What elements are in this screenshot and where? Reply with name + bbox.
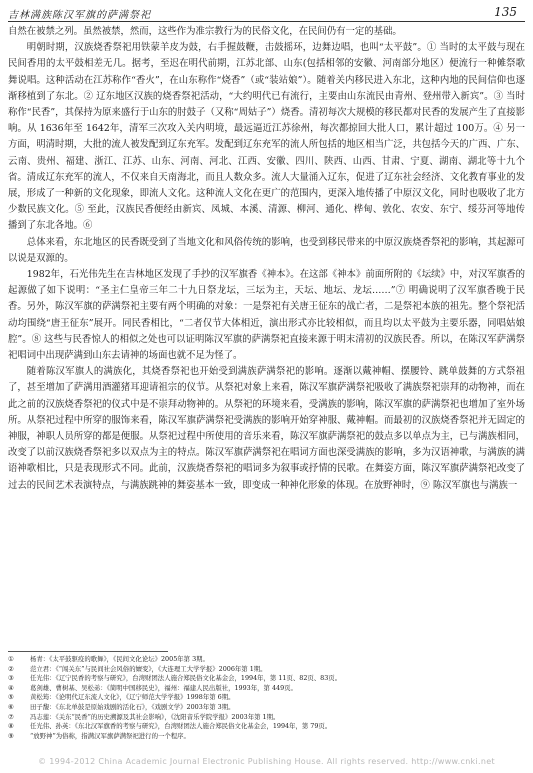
footnote-number: ⑧	[8, 722, 14, 731]
running-title: 吉林满族陈汉军旗的萨满祭祀	[8, 10, 151, 21]
footnote-number: ③	[8, 674, 14, 683]
paragraph: 随着陈汉军旗人的满族化，其烧香祭祀也开始受到满族萨满祭祀的影响。逐渐以戴神帽、摆腰铃、跳单鼓舞的方式祭祖了，甚至增加了萨满用酒灌猪耳迎请祖宗的仪节。从祭祀对象上来看，陈汉军旗萨满祭祀吸收了满族祭祀崇拜的动物神，而在此之前的汉族烧香祭祀的仪式中是不崇拜动物神的。从祭祀的环境来看，受满族的影响，陈汉军旗的萨满祭祀也增加了室外场所。从祭祀过程中所穿的服饰来看，陈汉军旗萨满祭祀受满族的影响开始穿神服、戴神帽。而最初的汉族烧香祭祀并无固定的神服，神职人员所穿的都是便服。从祭祀过程中所使用的音乐来看，陈汉军旗萨满祭祀的鼓点多以单点为主，已与满族相同，改变了以前汉族烧香祭祀多以双点为主的特点。陈汉军旗萨满祭祀在唱词方面也深受满族的影响，多为汉语神歌，与满族的满语神歌相比，只是表现形式不同。此前，汉族烧香祭祀的唱词多为叙事或抒情的民歌。在舞姿方面，陈汉军旗萨满祭祀改变了过去的民间艺术表演特点，与满族跳神的舞姿基本一致，即变成一种神化形象的体现。在放野神时，⑨ 陈汉军旗也与满族一	[8, 366, 525, 491]
copyright-watermark: © 1994-2012 China Academic Journal Electronic Publishing House. All rights reserved. http://www.cnki.net	[38, 757, 495, 766]
footnote-number: ⑦	[8, 712, 14, 721]
footnote-text: 田子馥：《东北单鼓是原始戏剧的活化石》，《戏剧文学》2003年第 3期。	[30, 702, 235, 711]
footnote-text: 冯志莲：《关东“民香”的历史溯源及其社会影响》，《沈阳音乐学院学报》2003年第 1期。	[30, 712, 280, 721]
footnote	[8, 674, 525, 684]
footnote-number: ⑨	[8, 731, 14, 740]
article-body	[8, 24, 525, 494]
footnote-text: “放野神”为俗称，指满汉军旗萨满祭祀进行的一个程序。	[30, 731, 190, 740]
footnote-number: ④	[8, 683, 14, 692]
paragraph: 总体来看，东北地区的民香既受到了当地文化和风俗传统的影响，也受到移民带来的中原汉族烧香祭祀的影响，其起源可以说是双源的。	[8, 236, 525, 264]
footnote-text: 范立君：《“闯关东”与民间社会风俗的嬗变》，《大连理工大学学报》2006年第 1期。	[30, 664, 267, 673]
footnote	[8, 732, 525, 742]
header-rule	[8, 21, 525, 22]
footnote	[8, 722, 525, 732]
paragraph: 1982年，石光伟先生在吉林地区发现了手抄的汉军旗香《神本》。在这部《神本》前面所附的《坛续》中，对汉军旗香的起源做了如下说明：“圣主仁皇帝三年二十九日祭龙坛，三坛为主，天坛、地坛、龙坛……”⑦ 明确说明了汉军旗香晚于民香。另外，陈汉军旗的萨满祭祀主要有两个明确的对象：一是祭祀有关唐王征东的战亡者，二是祭祀本族的祖先。整个祭祀活动均围绕“唐王征东”展开。同民香相比，“二者仅节大体相近，演出形式亦比较相似，而且均以太平鼓为主要乐器，同唱姑娘腔”。⑧ 这些与民香惊人的相似之处也可以证明陈汉军旗的萨满祭祀直接来源于明末清初的汉族民香。所以，在陈汉军萨满祭祀唱词中出现萨满到山东去请神的场面也就不足为怪了。	[8, 269, 525, 362]
footnote	[8, 703, 525, 713]
footnote-text: 任光伟、孙英：《东北汉军旗香的考察与研究》，台湾财团法人施合郑民俗文化基金会，1994年，第 79页。	[30, 722, 332, 731]
footnote	[8, 655, 525, 665]
paragraph: 明朝时期，汉族烧香祭祀用铁蒙羊皮为鼓，右手握鼓鞭，击鼓摇环，边舞边唱，也叫“太平鼓”。① 当时的太平鼓与现在民间香用的太平鼓相差无几。据考，至迟在明代前期，江苏北部、山东(包括相邻的安徽、河南部分地区）便流行一种傩祭歌舞说唱。这种活动在江苏称作“香火”，在山东称作“烧香”（或“装站娘”）。随着关内移民进入东北，这种内地的民间信仰也逐渐移植到了东北。② 辽东地区汉族的烧香祭祀活动，“大约明代已有流行，主要由山东流民由青州、登州带入新宾”。③ 当时称作“民香”，其保持为原来盛行于山东的肘鼓子（又称“周姑子”）烧香。清初每次大规模的移民都对民香的发展产生了直接影响。从 1636年至 1642年，清军三次攻入关内明境，最远逼近江苏徐州，每次都掠回大批人口，累计超过 100万。④ 另一方面，明清时期，大批的流人被发配到辽东充军。发配到辽东充军的流人所包括的地区相当广泛，共包括今天的广西、广东、云南、贵州、福建、浙江、江苏、山东、河南、河北、江西、安徽、四川、陕西、山西、甘肃、宁夏、湖南、湖北等十九个省。清成辽东充军的流人，不仅来自天南海北，而且人数众多。流人大量涌入辽东，促进了辽东社会经济、文化教育事业的发展，形成了一种新的文化现象，即流人文化。这种流人文化在更广的范围内，更深入地传播了中原汉文化，同时也吸收了北方少数民族文化。⑤ 至此，汉族民香便经由新宾、凤城、本溪、清源、柳河、通化、桦甸、敦化、农安、东宁、绥芬河等地传播到了东北各地。⑥	[8, 42, 525, 232]
footnote-text: 葛剑雄、曹树基、吴松弟：《简明中国移民史》，福州：福建人民出版社，1993年，第 449页。	[30, 683, 297, 692]
footnote-number: ⑤	[8, 693, 14, 702]
footnote-rule	[8, 651, 168, 652]
footnotes	[8, 655, 525, 741]
footnote-text: 任光伟：《辽宁民香的考察与研究》，台湾财团法人施合郑民俗文化基金会，1994年，第 11页、82页、83页。	[30, 674, 342, 683]
footnote	[8, 665, 525, 675]
page-header	[8, 4, 525, 22]
footnote-number: ①	[8, 655, 14, 663]
footnote	[8, 684, 525, 694]
footnote	[8, 693, 525, 703]
page-number: 135	[494, 5, 517, 19]
footnote-text: 黄松筠：《论明代辽东流人文化》，《辽宁师范大学学报》1998年第 6期。	[30, 693, 235, 702]
footnote-text: 杨青：《太平鼓驱疫的歌舞》，《民间文化论坛》2005年第 3期。	[30, 655, 209, 663]
paragraph-continued: 自然在被禁之列。虽然被禁，然而，这些作为准宗教行为的民俗文化，在民间仍有一定的基础。	[8, 26, 402, 37]
footnote-number: ⑥	[8, 702, 14, 711]
footnote	[8, 713, 525, 723]
footnote-number: ②	[8, 664, 14, 673]
